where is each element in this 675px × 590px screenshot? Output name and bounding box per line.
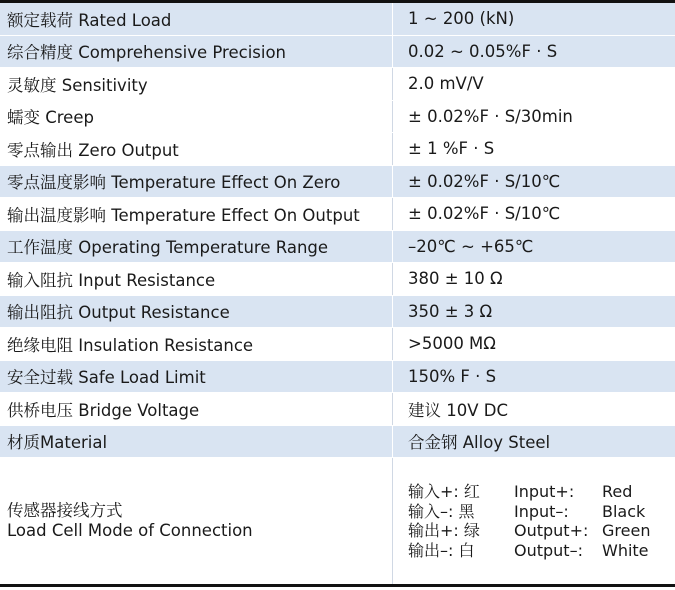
- spec-value: ± 0.02%F · S/30min: [408, 106, 573, 126]
- spec-value: 150% F · S: [408, 366, 497, 386]
- table-row: [0, 166, 675, 199]
- spec-value: 建议 10V DC: [408, 400, 508, 420]
- wire-en: Input+:: [514, 482, 575, 501]
- spec-label: 输入阻抗 Input Resistance: [0, 263, 393, 295]
- wire-en: Output–:: [514, 540, 583, 560]
- wiring-label-cn: 传感器接线方式: [7, 501, 123, 520]
- spec-value: 0.02 ~ 0.05%F · S: [408, 41, 558, 61]
- table-row: [0, 101, 675, 134]
- wire-cn: 输出+: 绿: [408, 521, 480, 540]
- spec-value: ± 0.02%F · S/10℃: [408, 204, 561, 224]
- spec-label: 蠕变 Creep: [0, 101, 393, 133]
- wiring-label-en: Load Cell Mode of Connection: [7, 521, 253, 540]
- wire-color: Black: [602, 501, 646, 521]
- table-row: [0, 133, 675, 166]
- bottom-rule: [0, 584, 675, 587]
- spec-value: 350 ± 3 Ω: [408, 301, 493, 321]
- table-row: [0, 231, 675, 264]
- spec-label: 供桥电压 Bridge Voltage: [0, 393, 393, 425]
- wire-en: Input–:: [514, 501, 569, 521]
- table-row: [0, 68, 675, 101]
- table-row: [0, 36, 675, 69]
- spec-value: 1 ~ 200 (kN): [408, 9, 515, 29]
- spec-label: 额定载荷 Rated Load: [0, 3, 393, 35]
- spec-value: 380 ± 10 Ω: [408, 269, 503, 289]
- table-row: [0, 296, 675, 329]
- table-row: [0, 361, 675, 394]
- spec-label: 工作温度 Operating Temperature Range: [0, 231, 393, 263]
- wire-color: Green: [602, 521, 651, 540]
- spec-label: 输出温度影响 Temperature Effect On Output: [0, 198, 393, 230]
- spec-value: ± 1 %F · S: [408, 139, 495, 159]
- wire-cn: 输入+: 红: [408, 482, 480, 501]
- spec-label: 输出阻抗 Output Resistance: [0, 296, 393, 328]
- table-row: [0, 198, 675, 231]
- wiring-label: [0, 458, 393, 584]
- spec-label: 材质Material: [0, 426, 393, 458]
- table-row: [0, 328, 675, 361]
- table-row: [0, 3, 675, 36]
- wire-color: White: [602, 540, 649, 560]
- spec-value: 合金钢 Alloy Steel: [408, 433, 551, 453]
- wiring-list: [408, 482, 675, 560]
- wiring-row: [0, 458, 675, 584]
- spec-label: 零点温度影响 Temperature Effect On Zero: [0, 166, 393, 198]
- wiring-value: [393, 458, 675, 584]
- spec-label: 零点输出 Zero Output: [0, 133, 393, 165]
- spec-value: –20℃ ~ +65℃: [408, 236, 534, 256]
- spec-label: 绝缘电阻 Insulation Resistance: [0, 328, 393, 360]
- spec-label: 综合精度 Comprehensive Precision: [0, 36, 393, 68]
- spec-value: 2.0 mV/V: [408, 74, 484, 94]
- spec-value: >5000 MΩ: [408, 334, 496, 354]
- wire-color: Red: [602, 482, 633, 501]
- spec-label: 灵敏度 Sensitivity: [0, 68, 393, 100]
- spec-label: 安全过载 Safe Load Limit: [0, 361, 393, 393]
- table-row: [0, 263, 675, 296]
- wire-cn: 输入–: 黑: [408, 501, 475, 521]
- wire-en: Output+:: [514, 521, 589, 540]
- wire-cn: 输出–: 白: [408, 540, 475, 560]
- spec-value: ± 0.02%F · S/10℃: [408, 171, 561, 191]
- table-row: [0, 426, 675, 459]
- table-row: [0, 393, 675, 426]
